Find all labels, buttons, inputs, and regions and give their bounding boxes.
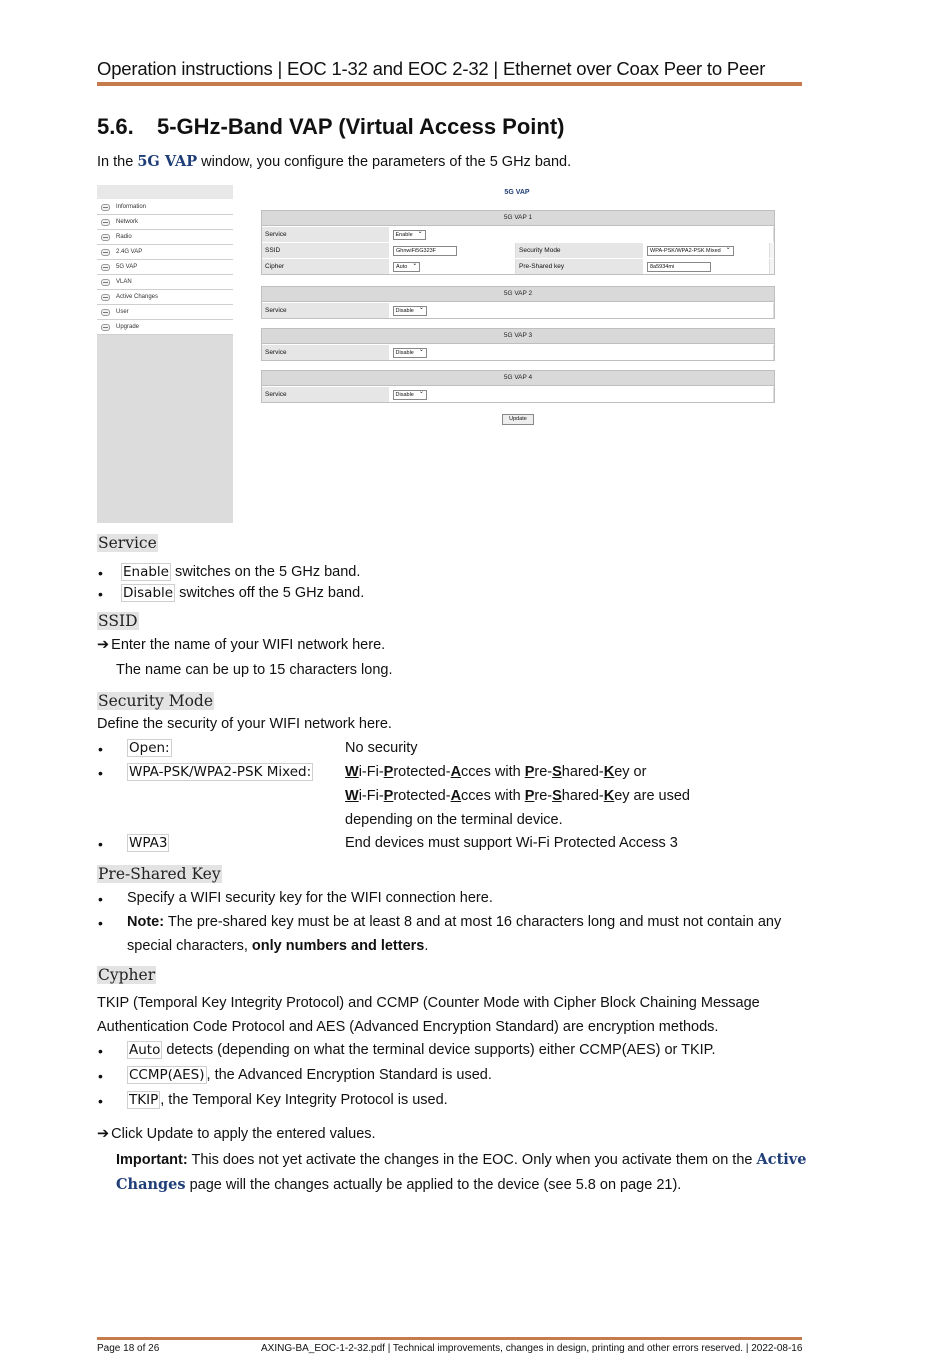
service-disable-item <box>121 585 364 601</box>
enable-desc: switches on the 5 GHz band. <box>175 564 361 580</box>
cypher-tkip-item <box>127 1092 448 1108</box>
note-line-2-end: . <box>424 938 429 954</box>
wpa3-desc: End devices must support Wi-Fi Protected Access 3 <box>345 835 678 851</box>
security-intro: Define the security of your WIFI network here. <box>97 716 392 732</box>
bullet-dot: • <box>98 565 103 581</box>
ssid-line-1-text: Enter the name of your WIFI network here. <box>111 637 386 653</box>
vap-2-heading: 5G VAP 2 <box>262 287 774 302</box>
footer-info: AXING-BA_EOC-1-2-32.pdf | Technical improvements, changes in design, printing and other errors reserved. | 2022-08-16 <box>261 1343 803 1354</box>
service-label: Service <box>262 387 390 402</box>
section-intro <box>97 153 571 170</box>
enable-term: Enable <box>123 564 169 580</box>
service-enable-item <box>121 564 360 580</box>
vap-4-block <box>261 370 775 403</box>
sidebar-item-label: Network <box>116 219 139 225</box>
service-cell <box>390 303 774 318</box>
cypher-heading: Cypher <box>98 966 156 984</box>
ccmp-desc: , the Advanced Encryption Standard is used. <box>206 1067 492 1083</box>
vap-1-cipher-row <box>262 258 774 274</box>
minus-icon <box>101 294 110 301</box>
security-mode-select[interactable]: WPA-PSK/WPA2-PSK Mixed ⌄ <box>647 246 734 256</box>
minus-icon <box>101 324 110 331</box>
bullet-dot: • <box>98 1068 103 1084</box>
page-header <box>97 58 802 80</box>
note-label: Note: <box>127 914 165 930</box>
header-title: Operation instructions | EOC 1-32 and EOC 2-32 | Ethernet over Coax Peer to Peer <box>97 58 766 79</box>
vap-1-heading: 5G VAP 1 <box>262 211 774 226</box>
sidebar-item-label: 5G VAP <box>116 264 138 270</box>
important-label: Important: <box>116 1152 188 1168</box>
note-line-2-prefix: special characters, <box>127 938 248 954</box>
cipher-cell <box>390 259 516 274</box>
vap-1-service-row <box>262 226 774 242</box>
mixed-term <box>127 764 313 780</box>
arrow-right-icon: ➔ <box>97 637 110 653</box>
service-select[interactable]: Disable ⌄ <box>393 306 427 316</box>
pre-shared-key-heading: Pre-Shared Key <box>98 865 221 883</box>
disable-desc: switches off the 5 GHz band. <box>179 585 365 601</box>
minus-icon <box>101 204 110 211</box>
vap-4-heading: 5G VAP 4 <box>262 371 774 386</box>
tkip-desc: , the Temporal Key Integrity Protocol is used. <box>160 1092 448 1108</box>
ssid-line-2: The name can be up to 15 characters long. <box>116 662 393 678</box>
bullet-dot: • <box>98 915 103 931</box>
closing-line-3 <box>116 1176 681 1193</box>
sidebar-item-24g-vap[interactable] <box>97 245 233 260</box>
vap-3-heading: 5G VAP 3 <box>262 329 774 344</box>
sidebar-header <box>97 185 233 200</box>
bullet-dot: • <box>98 1043 103 1059</box>
cipher-label: Cipher <box>262 259 390 274</box>
arrow-right-icon: ➔ <box>97 1126 110 1142</box>
active-changes-term-part-2: Changes <box>116 1176 186 1193</box>
service-heading: Service <box>98 534 157 552</box>
sidebar-item-vlan[interactable] <box>97 275 233 290</box>
note-line-2-bold: only numbers and letters <box>251 938 425 954</box>
mixed-line-1-tail: ey or <box>614 764 647 780</box>
ssid-cell <box>390 243 516 258</box>
mixed-desc-line-3: depending on the terminal device. <box>345 812 563 828</box>
intro-term: 5G VAP <box>137 153 198 170</box>
minus-icon <box>101 219 110 226</box>
screenshot-sidebar <box>97 185 233 523</box>
minus-icon <box>101 264 110 271</box>
pre-shared-key-input[interactable]: 8a5934mi <box>647 262 711 272</box>
bullet-dot: • <box>98 586 103 602</box>
cipher-select[interactable]: Auto ⌄ <box>393 262 420 272</box>
sidebar-item-label: Upgrade <box>116 324 140 330</box>
service-label: Service <box>262 227 390 242</box>
sidebar-item-upgrade[interactable] <box>97 320 233 335</box>
sidebar-item-label: User <box>116 309 129 315</box>
minus-icon <box>101 249 110 256</box>
ssid-heading: SSID <box>98 612 138 630</box>
active-changes-term-part-1: Active <box>756 1151 807 1168</box>
service-cell <box>390 227 774 242</box>
screenshot-main <box>261 185 773 430</box>
vap-1-block <box>261 210 775 275</box>
header-rule <box>97 82 802 86</box>
pre-shared-key-cell <box>644 259 770 274</box>
tkip-term: TKIP <box>129 1092 159 1108</box>
sidebar-item-label: VLAN <box>116 279 132 285</box>
psk-item-1: Specify a WIFI security key for the WIFI connection here. <box>127 890 493 906</box>
vap-3-service-row <box>262 344 774 360</box>
mixed-desc-line-1: Wi-Fi-Protected-Acces with Pre-Shared-Key or <box>345 764 647 780</box>
service-label: Service <box>262 303 390 318</box>
sidebar-item-5g-vap[interactable] <box>97 260 233 275</box>
bullet-dot: • <box>98 891 103 907</box>
mixed-line-2-tail: ey are used <box>614 788 690 804</box>
service-cell <box>390 345 774 360</box>
bullet-dot: • <box>98 741 103 757</box>
cypher-para-line-2: Authentication Code Protocol and AES (Advanced Encryption Standard) are encryption methods. <box>97 1019 719 1035</box>
closing-line-1-text: Click Update to apply the entered values. <box>111 1126 376 1142</box>
sidebar-item-information[interactable] <box>97 200 233 215</box>
minus-icon <box>101 234 110 241</box>
intro-suffix: window, you configure the parameters of the 5 GHz band. <box>201 154 572 170</box>
ccmp-term: CCMP(AES) <box>129 1067 205 1083</box>
open-term <box>127 740 172 756</box>
service-select[interactable]: Disable ⌄ <box>393 390 427 400</box>
service-select[interactable]: Disable ⌄ <box>393 348 427 358</box>
sidebar-item-label: Active Changes <box>116 294 159 300</box>
sidebar-item-label: Information <box>116 204 147 210</box>
service-label: Service <box>262 345 390 360</box>
vap-2-block <box>261 286 775 319</box>
sidebar-item-label: 2.4G VAP <box>116 249 143 255</box>
important-text: This does not yet activate the changes in the EOC. Only when you activate them on the <box>191 1152 753 1168</box>
service-select[interactable]: Enable ⌄ <box>393 230 426 240</box>
closing-line-1 <box>97 1126 376 1142</box>
sidebar-item-label: Radio <box>116 234 132 240</box>
bullet-dot: • <box>98 765 103 781</box>
intro-prefix: In the <box>97 154 134 170</box>
footer-rule <box>97 1337 802 1340</box>
sidebar-item-user[interactable] <box>97 305 233 320</box>
ssid-input[interactable]: GhnwiFi5G323F <box>393 246 457 256</box>
panel-title: 5G VAP <box>504 189 530 196</box>
wpa3-term <box>127 835 169 851</box>
security-mode-label: Security Mode <box>516 243 644 258</box>
sidebar-item-radio[interactable] <box>97 230 233 245</box>
auto-desc: detects (depending on what the terminal device supports) either CCMP(AES) or TKIP. <box>166 1042 716 1058</box>
open-desc: No security <box>345 740 418 756</box>
pre-shared-key-label: Pre-Shared key <box>516 259 644 274</box>
minus-icon <box>101 309 110 316</box>
vap-3-block <box>261 328 775 361</box>
psk-note-line-1 <box>127 914 781 930</box>
ssid-label: SSID <box>262 243 390 258</box>
minus-icon <box>101 279 110 286</box>
section-heading <box>97 114 565 140</box>
disable-term: Disable <box>123 585 174 601</box>
security-mode-cell <box>644 243 770 258</box>
wpa3-term-label: WPA3 <box>129 835 168 851</box>
sidebar-item-network[interactable] <box>97 215 233 230</box>
mixed-term-label: WPA-PSK/WPA2-PSK Mixed: <box>129 764 312 780</box>
cypher-para-line-1: TKIP (Temporal Key Integrity Protocol) and CCMP (Counter Mode with Cipher Block Chaining Message <box>97 995 760 1011</box>
psk-note-line-2 <box>127 938 428 954</box>
note-text: The pre-shared key must be at least 8 and at most 16 characters long and must not contain any <box>167 914 782 930</box>
service-cell <box>390 387 774 402</box>
vap-2-service-row <box>262 302 774 318</box>
section-number: 5.6. <box>97 114 134 139</box>
auto-term: Auto <box>129 1042 161 1058</box>
update-button[interactable]: Update <box>502 414 534 425</box>
sidebar-item-active-changes[interactable] <box>97 290 233 305</box>
security-mode-heading: Security Mode <box>98 692 214 710</box>
footer-page-number: Page 18 of 26 <box>97 1343 160 1354</box>
vap-1-ssid-row <box>262 242 774 258</box>
ssid-line-1 <box>97 637 385 653</box>
section-title: 5-GHz-Band VAP (Virtual Access Point) <box>157 114 565 139</box>
mixed-desc-line-2: Wi-Fi-Protected-Acces with Pre-Shared-Key are used <box>345 788 690 804</box>
closing-line-3-text: page will the changes actually be applied to the device (see 5.8 on page 21). <box>189 1177 682 1193</box>
vap-4-service-row <box>262 386 774 402</box>
bullet-dot: • <box>98 836 103 852</box>
cypher-auto-item <box>127 1042 716 1058</box>
cypher-ccmp-item <box>127 1067 492 1083</box>
closing-line-2 <box>116 1151 806 1168</box>
bullet-dot: • <box>98 1093 103 1109</box>
open-term-label: Open: <box>129 740 170 756</box>
